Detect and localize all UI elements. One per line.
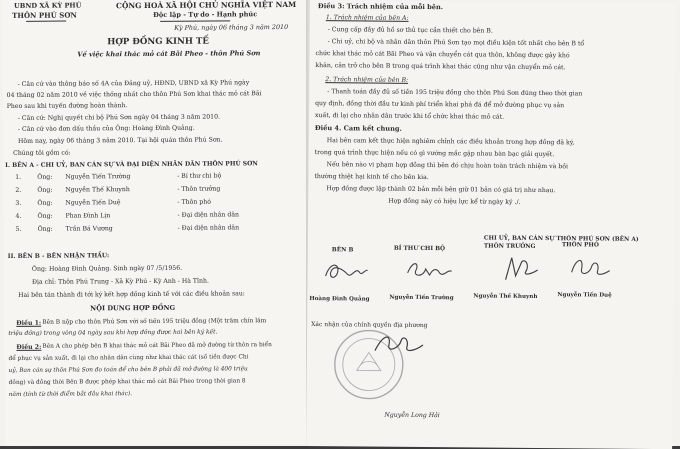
member-title: Ông: <box>37 199 53 207</box>
content-heading: NỘI DUNG HỢP ĐỒNG <box>90 303 176 313</box>
member-num: 1. <box>15 173 22 181</box>
signature-village-head <box>500 254 544 284</box>
signer-name: Hoàng Đình Quảng <box>309 296 370 303</box>
signature-village-deputy <box>566 252 614 282</box>
contract-subtitle: Về việc khai thác mỏ cát Bãi Pheo - thôn Phú Sơn <box>77 49 261 59</box>
signature-official <box>369 329 429 360</box>
article-2-line: đồng) và đồng thời Bên B được phép khai thác mỏ cát Bãi Pheo trong thời gian 8 <box>8 378 246 386</box>
nation-line1: CỘNG HOÀ XÃ HỘI CHỦ NGHĨA VIỆT NAM <box>116 0 297 11</box>
date-line: Kỳ Phú, ngày 06 tháng 3 năm 2010 <box>174 23 289 32</box>
party-a-heading: I. BÊN A - CHI UỶ, BAN CÁN SỰ VÀ ĐẠI DIỆN NHÂN DÂN THÔN PHÚ SƠN <box>5 160 258 169</box>
signer-name: Nguyễn Tiến Trường <box>389 294 454 302</box>
member-role: - Đại diện nhân dân <box>177 211 240 219</box>
confirm-line: Xác nhận của chính quyền địa phương <box>311 321 428 330</box>
basis-line: - Căn cứ: Nghị quyết chi bộ Phú Sơn ngày 04 tháng 3 năm 2010. <box>17 113 221 122</box>
member-role: - Thôn phó <box>177 198 211 206</box>
org-underline <box>26 21 66 22</box>
member-name: Phan Đình Lịn <box>65 212 111 220</box>
member-name: Nguyễn Thế Khuynh <box>65 186 130 194</box>
sign-role: BÊN B <box>331 247 354 254</box>
member-title: Ông: <box>37 186 53 194</box>
party-a-duty-line: khăn, cản trở cho bên B trong quá trình khai thác cũng như vận chuyển mỏ cát. <box>315 62 566 72</box>
sign-role: BÍ THƯ CHI BỘ <box>393 245 446 253</box>
party-b-heading: II. BÊN B - BÊN NHẬN THẦU: <box>7 252 110 260</box>
article-2-line: năm (tính từ thời điểm bắt đầu khai thác). <box>8 391 133 398</box>
agree-line: Hai bên tán thành đi tới ký kết hợp đồng kinh tế với các điều khoản sau: <box>18 290 245 299</box>
party-b-duty-line: - Thanh toán đầy đủ số tiền 195 triệu đồng cho thôn Phú Sơn đúng theo thời gian <box>327 88 583 98</box>
signature-party-secretary <box>404 257 456 283</box>
member-role: - Thôn trưởng <box>177 185 221 193</box>
signature-party-b <box>322 258 372 284</box>
sign-role: THÔN TRƯỞNG <box>483 243 536 250</box>
article-1-line: triệu đồng) trong vòng 04 ngày sau khi hợp đồng được hai bên ký kết. <box>8 329 218 337</box>
article-1-line: Bên B nộp cho thôn Phú Sơn với số tiền 195 triệu đồng (Một trăm chín lăm <box>42 318 267 326</box>
official-name: Nguyễn Long Hải <box>384 411 440 420</box>
contract-title: HỢP ĐỒNG KINH TẾ <box>107 36 209 48</box>
member-name: Trần Bá Vương <box>65 225 113 233</box>
we-line: Chúng tôi gồm có: <box>13 149 71 157</box>
article-4-line: Nếu bên nào vi phạm hợp đồng thì bên đó chịu hoàn toàn trách nhiệm và bồi <box>326 161 569 171</box>
article-2-line: uỷ, Ban cán sự thôn Phú Sơn đo toán để cho bên B phải đã mở đường là 400 triệu <box>8 366 248 374</box>
party-b-line: Ông: Hoàng Đình Quảng. Sinh ngày 07 /5/1956. <box>31 264 183 273</box>
article-4-line: Hợp đồng được lập thành 02 bản mỗi bên giữ 01 bản có giá trị như nhau. <box>326 185 556 195</box>
member-num: 2. <box>15 186 22 194</box>
member-title: Ông: <box>37 212 53 220</box>
member-num: 4. <box>15 212 22 220</box>
article-2-line: để phục vụ sản xuất, đi lại cho nhân dân cùng như khai thác cát (số tiền được Chi <box>8 354 249 362</box>
sign-role: THÔN PHÓ <box>561 242 599 249</box>
party-b-line: Địa chỉ: Thôn Phú Trung - Xã Kỳ Phú - Kỳ Anh - Hà Tĩnh. <box>31 277 209 286</box>
article-4-line: Hợp đồng này có hiệu lực kể từ ngày ký ./. <box>388 197 521 206</box>
today-line: Hôm nay, ngày 06 tháng 3 năm 2010. Tại hội quán thôn Phú Sơn. <box>17 136 223 145</box>
party-b-duty-line: quy định, đồng thời đầu tư kinh phí triển khai phá đá để mở đường phục vụ sản <box>315 100 565 110</box>
page-right <box>306 0 676 449</box>
party-b-duty-line: xuất, đi lại cho nhân dân trước khi tổ chức khai thác mỏ cát. <box>314 112 505 121</box>
article-4-heading: Điều 4. Cam kết chung. <box>314 124 402 133</box>
member-title: Ông: <box>37 225 53 233</box>
article-2-label: Điều 2: <box>16 343 42 351</box>
member-num: 3. <box>15 199 22 207</box>
article-1-label: Điều 1: <box>16 319 42 327</box>
party-a-duty-line: - Cung cấp đầy đủ hồ sơ thủ tục cần thiết cho bên B. <box>327 26 493 35</box>
member-title: Ông: <box>37 173 53 181</box>
member-name: Nguyễn Tiến Trường <box>65 173 131 181</box>
member-num: 5. <box>15 225 22 233</box>
signer-name: Nguyễn Thế Khuynh <box>473 293 538 300</box>
org-line1: UBND XÃ KỲ PHÚ <box>14 1 82 10</box>
party-a-duty-line: chức khai thác mỏ cát Bãi Pheo và vận chuyển cát qua thôn, không được gây khó <box>315 50 570 60</box>
intro-line: - Căn cứ vào thông báo số 4A của Đảng uỷ, HĐND, UBND xã Kỳ Phú ngày <box>17 79 250 88</box>
intro-line: Pheo sau khi tuyến đường hoàn thành. <box>6 102 128 110</box>
article-4-line: Hai bên cam kết thực hiện nghiêm chỉnh các điều khoản trong hợp đồng đã ký, <box>326 137 575 147</box>
article-4-line: trong quá trình thực hiện nếu có gì vướng mắc gặp nhau bàn bạc giải quyết. <box>314 149 555 159</box>
nation-underline <box>160 20 230 21</box>
page-left <box>2 0 311 446</box>
signature-heading: CHI UỶ, BAN CÁN SỰ THÔN PHÚ SƠN (BÊN A) <box>483 235 639 243</box>
basis-line: - Căn cứ vào đơn dấu thầu của Ông: Hoàng Đình Quảng. <box>17 124 195 133</box>
party-a-duty-heading: 1. Trách nhiệm của bên A: <box>325 14 409 22</box>
party-b-duty-heading: 2. Trách nhiệm của bên B: <box>325 76 409 84</box>
nation-line2: Độc lập - Tự do - Hạnh phúc <box>153 10 258 19</box>
org-line2: THÔN PHÚ SƠN <box>12 10 77 20</box>
signer-name: Nguyễn Tiến Duệ <box>557 292 612 299</box>
article-4-line: thường thiệt hại kinh tế cho bên kia. <box>314 173 429 182</box>
member-name: Nguyễn Tiến Duệ <box>65 199 121 207</box>
party-a-duty-line: - Chi uỷ, chi bộ và nhân dân thôn Phú Sơn tạo mọi điều kiện tốt nhất cho bên B tổ <box>327 38 585 48</box>
member-role: - Đại diện nhân dân <box>177 224 240 232</box>
member-role: - Bí thư chi bộ <box>177 172 222 180</box>
article-3-heading: Điều 3: Trách nhiệm của mỗi bên. <box>317 2 444 12</box>
article-2-line: Bên A cho phép bên B khai thác mỏ cát Bãi Pheo đã mở đường từ thôn ra biển <box>42 342 272 350</box>
intro-line: 04 tháng 02 năm 2010 về việc thống nhất cho thôn Phú Sơn khai thác mỏ cát Bãi <box>6 90 262 99</box>
